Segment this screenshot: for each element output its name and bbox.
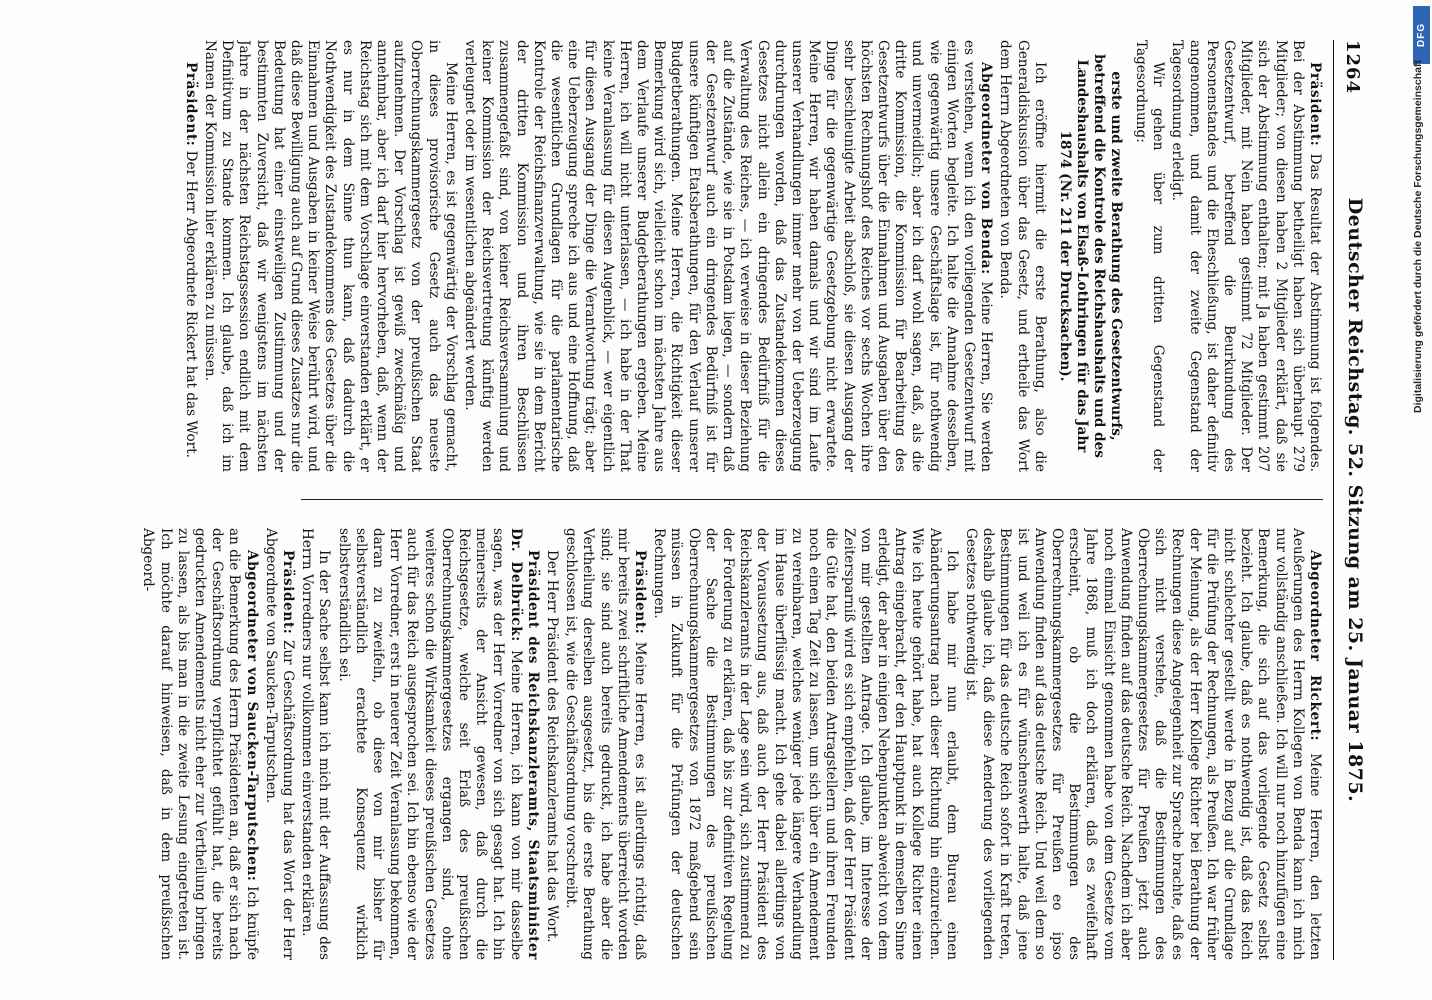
right-column (61, 528, 1323, 960)
paragraph (562, 528, 648, 960)
page-number: 1264 (1342, 40, 1363, 95)
paragraph: In der Sache selbst kann ich mich mit der Auffassung des Herrn Vorredners nur vollkommen einverstanden erklären. (299, 528, 333, 960)
paragraph (461, 40, 994, 472)
paragraph: Wir gehen über zum dritten Gegenstand der Tagesordnung: (1132, 40, 1167, 472)
paragraph: Meine Herren, es ist gegenwärtig der Vorschlag gemacht, in dieses provisorische Gesetz auch das neueste Oberrechnungskammergesetz von der preußischen Staat aufzunehmen. Der Vorschlag ist gewiß zweckmäßig und annehmbar, aber ich darf hier hervorheben, daß, wenn der Reichstag sich mit dem Vorschlage einverstanden erklärt, er es nur in dem Sinne thun kann, daß dadurch die Nothwendigkeit des Zustandekommens des Gesetzes über die Einnahmen und Ausgaben in keiner Weise berührt wird, und daß diese Bewilligung auch auf Grund dieses Zusatzes nur die Bedeutung hat einer einstweiligen Zustimmung und der bestimmten Zuversicht, daß wir wenigstens im nächsten Jahre in der nächsten Reichstagssession endlich mit dem Definitivum zu Stande kommen. Ich glaube, daß ich im Namen der Kommission hier erklären zu müssen. (202, 40, 459, 472)
speaker-name: Abgeordneter von Saucken-Tarputschen: (243, 550, 260, 882)
paragraph-text: Der Herr Abgeordnete Rickert hat das Wort. (182, 150, 199, 458)
speaker-name: Präsident: (632, 550, 649, 635)
paragraph (334, 528, 540, 960)
rotated-page (51, 20, 1381, 980)
speaker-name: Präsident: (1307, 62, 1323, 147)
speaker-name: Präsident: (182, 62, 199, 147)
speaker-name: Präsident des Reichskanzleramts, Staatsminister Dr. Delbrück: (507, 528, 541, 960)
paragraph-text: Meine Herren, Sie werden es verstehen, wenn ich den vorliegenden Gesetzentwurf mit einigen Worten begleite. Ich halte die Annahme desselben, wie gegenwärtig unsere Geschäftslage ist, für nothwendig und unvermeidlich; aber ich darf wohl sagen, daß, als die dritte Kommission, die Kommission für Bearbeitung des Gesetzentwurfs über die Einnahmen und Ausgaben über den höchsten Rechnungshof des Reiches vor sechs Wochen ihre sehr beschleunigte Arbeit abschloß, sie diesen Ausgang der Dinge für die gegenwärtige Gesetzgebung nicht erwartete. Meine Herren, wir haben damals und wir sind im Laufe unserer Verhandlungen immer mehr von der Ueberzeugung durchdrungen worden, daß das Zustandekommen dieses Gesetzes nicht allein ein dringendes Bedürfniß für die Verwaltung des Reiches, — ich verweise in dieser Beziehung auf die Zustände, wie sie in Potsdam liegen, — sondern daß der Gesetzentwurf auch ein dringendes Bedürfniß ist für unsere künftigen Etatsberathungen, für den Verlauf unserer Budgetberathungen. Meine Herren, die Richtigkeit dieser Bemerkung wird sich, vielleicht schon im nächsten Jahre aus dem Verlaufe unserer Budgetberathungen ergeben. Meine Herren, ich will nicht unterlassen, — ich habe in der That keine Veranlassung für diesen Augenblick, — wer eigentlich für diesen Ausgang der Dinge die Verantwortung trägt; aber eine Ueberzeugung spreche ich aus und eine Hoffnung, daß die wesentlichen Grundlagen für die parlamentarische Kontrole der Reichsfinanzverwaltung, wie sie in dem Bericht der dritten Kommission und ihren Beschlüssen zusammengefaßt sind, von keiner Reichsversammlung und keiner Kommission der Reichsvertretung künftig werden verleugnet oder im wesentlichen abgeändert werden. (462, 40, 995, 472)
paragraph-text: Meine Herren, ich kann von mir dasselbe sagen, was der Herr Vorredner von sich gesagt hat. Ich bin meinerseits der Ansicht gewesen, daß durch die Reichsgesetze, welche seit Erlaß des preußischen Oberrechnungskammergesetzes ergangen sind, ohne weiteres schon die Wirksamkeit dieses preußischen Gesetzes auch für das Reich ausgesprochen sei. Ich bin ebenso wie der Herr Vorredner, erst in neuerer Zeit Veranlassung bekommen, daran zu zweifeln, ob diese von mir bisher für selbstverständlich erachtete Konsequenz wirklich selbstverständlich sei. (335, 528, 524, 960)
digitization-note: Digitalisierung gefördert durch die Deutsche Forschungsgemeinschaft (1412, 60, 1424, 413)
paragraph: Der Herr Präsident des Reichskanzleramts hat das Wort. (544, 550, 561, 943)
dfg-logo: DFG (1413, 6, 1430, 64)
paragraph: Ich eröffne hiermit die erste Berathung, also die Generaldiskussion über das Gesetz, und ertheile das Wort dem Herrn Abgeordneten von Benda. (997, 40, 1048, 472)
paragraph-text: Zur Geschäftsordnung hat das Wort der Herr Abgeordnete von Saucken-Tarputschen. (262, 528, 297, 960)
speaker-name: Abgeordneter von Benda: (978, 62, 995, 275)
left-column (61, 40, 1323, 472)
paragraph: Ich habe mir nun erlaubt, dem Bureau einen Abänderungsantrag nach dieser Richtung hin einzureichen. Wie ich heute gehört habe, hat auch Kollege Richter einen Antrag eingebracht, der den Hauptpunkt in demselben Sinne erledigt, der aber in einigen Nebenpunkten abweicht von dem von mir gestellten Antrage. Ich glaube, im Interesse der Zeitersparniß wird es sich empfehlen, daß der Herr Präsident die Güte hat, den beiden Antragstellern und ihren Freunden noch einen Tag Zeit zu lassen, um sich über ein Amendement zu vereinbaren, welches weniger jede längere Verhandlung im Hause überflüssig macht. Ich gehe dabei allerdings von der Voraussetzung aus, daß auch der Herr Präsident des Reichskanzleramts in der Lage sein wird, sich zustimmend zu der Forderung zu erklären, daß bis zur definitiven Regelung der Sache die Bestimmungen des preußischen Oberrechnungskammergesetzes von 1872 maßgebend sein müssen in Zukunft für die Prüfungen der deutschen Rechnungen. (651, 528, 960, 960)
speaker-name: Präsident: (280, 550, 297, 635)
paragraph (182, 40, 199, 472)
column-divider (301, 499, 1323, 500)
speaker-name: Abgeordneter Rickert: (1307, 550, 1323, 742)
paragraph-text: Das Resultat der Abstimmung ist folgendes. Bei der Abstimmung betheiligt haben sich überhaupt 279 Mitglieder; von diesen haben 2 Mitglieder erklärt, daß sie sich der Abstimmung enthalten; mit Ja haben gestimmt 207 Mitglieder, mit Nein haben gestimmt 72 Mitglieder. Der Gesetzentwurf, betreffend die Beurkundung des Personenstandes und die Eheschließung, ist daher definitiv angenommen, und damit der zweite Gegenstand der Tagesordnung erledigt. (1169, 40, 1323, 472)
paragraph (1168, 40, 1323, 472)
paragraph-text: Ich knüpfe an die Bemerkung des Herrn Präsidenten an, daß er sich nach der Geschäftsordnung verpflichtet gefühlt hat, die bereits gedruckten Amendements nicht eher zur Vertheilung bringen zu lassen, als bis man in die zweite Lesung eingetreten ist. Ich möchte darauf hinweisen, daß in dem preußischen Abgeord- (140, 528, 260, 960)
paragraph-text: Meine Herren, es ist allerdings richtig, daß mir bereits zwei schriftliche Amendements überreicht worden sind; sie sind auch bereits gedruckt, ich habe aber die Vertheilung derselben ausgesetzt, bis die erste Berathung geschlossen ist, wie die Geschäftsordnung vorschreibt. (563, 528, 649, 960)
agenda-heading: erste und zweite Berathung des Gesetzentwurfs, betreffend die Kontrole des Reichshaushalts und des Landeshaushalts von Elsaß-Lothringen für das Jahr 1874 (Nr. 211 der Drucksachen). (1056, 54, 1124, 458)
running-title: Deutscher Reichstag. 52. Sitzung am 25. Januar 1875. (1344, 197, 1366, 803)
paragraph (962, 528, 1323, 960)
page-header (1337, 40, 1367, 960)
paragraph (139, 528, 259, 960)
header-rule (1333, 40, 1334, 960)
paragraph (262, 528, 296, 960)
paragraph-text: Meine Herren, den letzten Aeußerungen des Herrn Kollegen von Benda kann ich mich nur vollständig anschließen. Ich will nur noch hinzufügen eine Bemerkung, die sich auf das vorliegende Gesetz selbst bezieht. Ich glaube, daß es nothwendig ist, daß das Reich nicht schlechter gestellt werde in Bezug auf die Grundlage für die Prüfung der Rechnungen, als Preußen. Ich war früher der Meinung, als der Herr Kollege Richter bei Berathung der Rechnungen diese Angelegenheit zur Sprache brachte, daß es sich nicht verstehe, daß die Bestimmungen des Oberrechnungskammergesetzes für Preußen jetzt auch Anwendung finden auf das deutsche Reich. Nachdem ich aber noch einmal Einsicht genommen habe von dem Gesetze vom Jahre 1868, muß ich doch erklären, daß es zweifelhaft erscheint, ob die Bestimmungen des Oberrechnungskammergesetzes für Preußen eo ipso Anwendung finden auf das deutsche Reich. Und weil dem so ist und weil ich es für wünschenswerth halte, daß jene Bestimmungen für das deutsche Reich sofort in Kraft treten, deshalb glaube ich, daß diese Aenderung des vorliegenden Gesetzes nothwendig ist. (962, 528, 1323, 960)
